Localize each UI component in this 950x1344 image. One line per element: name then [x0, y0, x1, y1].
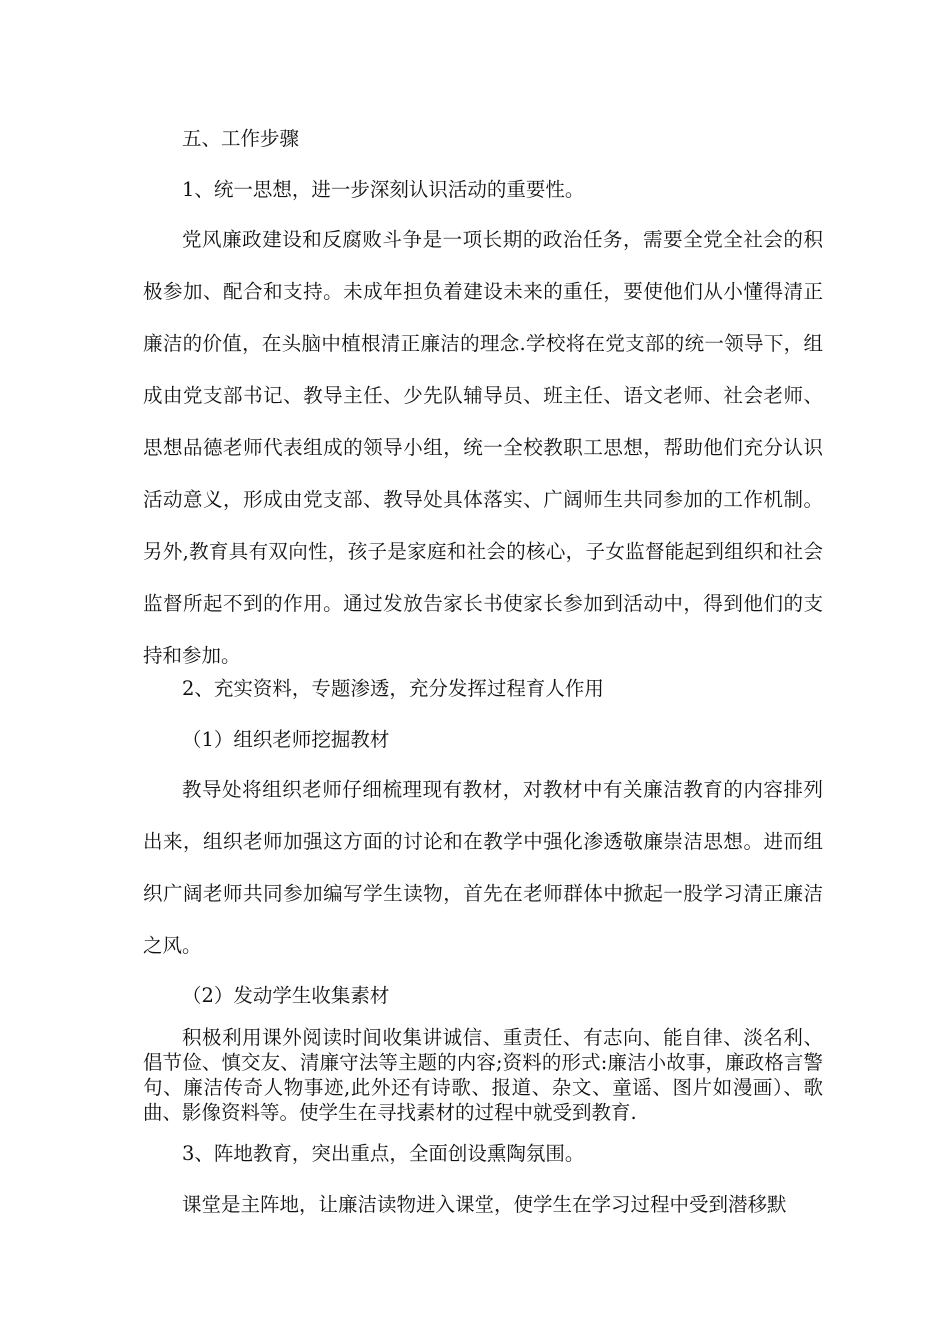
step1-heading: 1、统一思想，进一步深刻认识活动的重要性。: [182, 178, 585, 201]
step3-heading: 3、阵地教育，突出重点，全面创设熏陶氛围。: [182, 1142, 585, 1165]
step3-paragraph: 课堂是主阵地，让廉洁读物进入课堂，使学生在学习过程中受到潜移默: [182, 1193, 787, 1216]
sub1-heading: （1）组织老师挖掘教材: [182, 728, 390, 751]
sub2-paragraph: 积极利用课外阅读时间收集讲诚信、重责任、有志向、能自律、淡名利、倡节俭、慎交友、清廉守法等主题的内容;资料的形式:廉洁小故事，廉政格言警句、廉洁传奇人物事迹,此外还有诗歌、报道、杂文、童谣、图片如漫画）、歌曲、影像资料等。使学生在寻找素材的过程中就受到教育.: [143, 1026, 823, 1124]
step2-heading: 2、充实资料，专题渗透，充分发挥过程育人作用: [182, 677, 604, 700]
step1-paragraph: 党风廉政建设和反腐败斗争是一项长期的政治任务，需要全党全社会的积极参加、配合和支持。未成年担负着建设未来的重任，要使他们从小懂得清正廉洁的价值，在头脑中植根清正廉洁的理念.学校将在党支部的统一领导下，组成由党支部书记、教导主任、少先队辅导员、班主任、语文老师、社会老师、思想品德老师代表组成的领导小组，统一全校教职工思想，帮助他们充分认识活动意义，形成由党支部、教导处具体落实、广阔师生共同参加的工作机制。另外,教育具有双向性，孩子是家庭和社会的核心，子女监督能起到组织和社会监督所起不到的作用。通过发放告家长书使家长参加到活动中，得到他们的支持和参加。: [143, 228, 823, 667]
sub2-heading: （2）发动学生收集素材: [182, 984, 390, 1007]
sub1-paragraph: 教导处将组织老师仔细梳理现有教材，对教材中有关廉洁教育的内容排列出来，组织老师加强这方面的讨论和在教学中强化渗透敬廉崇洁思想。进而组织广阔老师共同参加编写学生读物，首先在老师群体中掀起一股学习清正廉洁之风。: [143, 778, 823, 957]
section-heading: 五、工作步骤: [182, 127, 300, 150]
